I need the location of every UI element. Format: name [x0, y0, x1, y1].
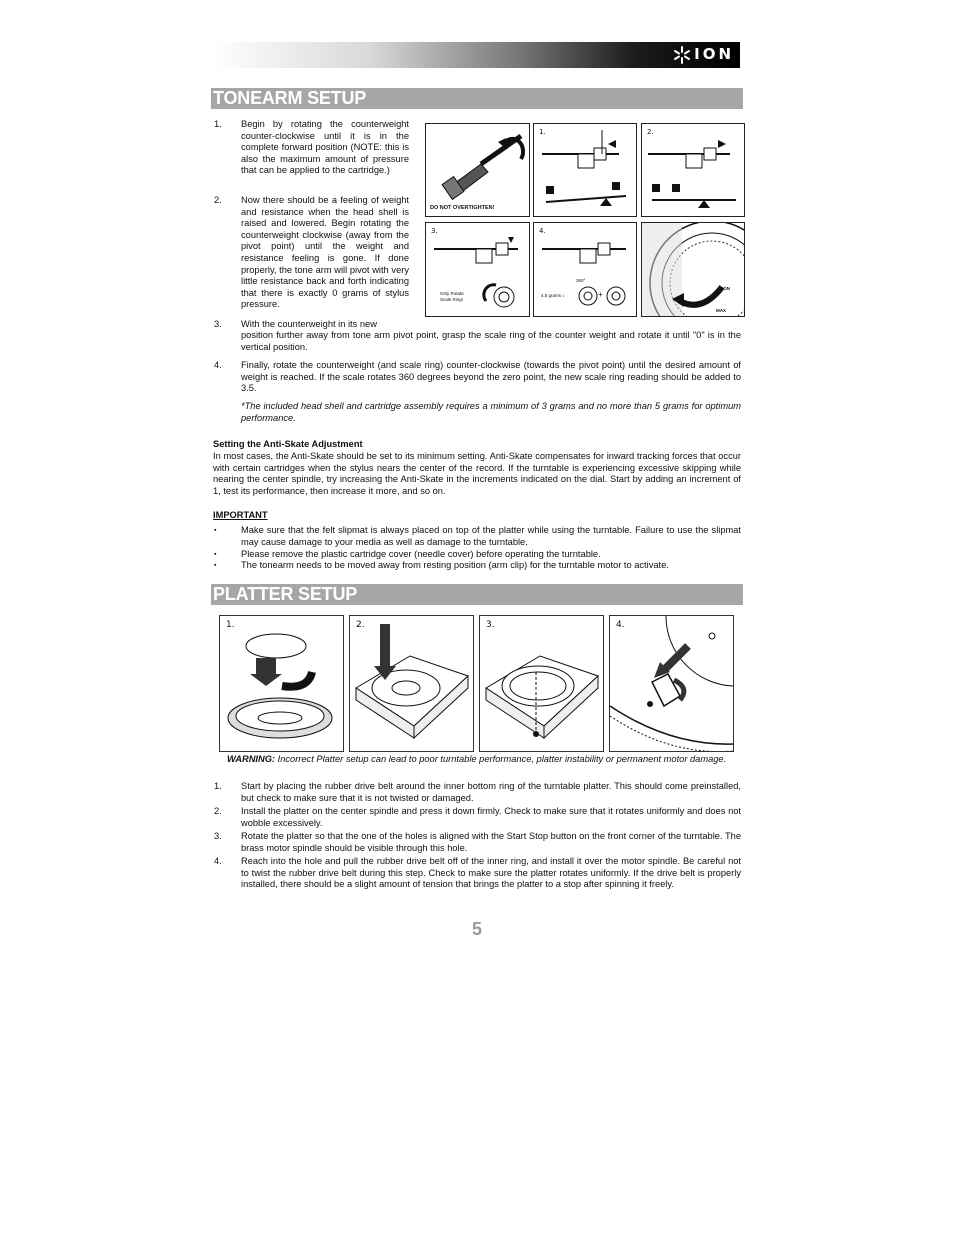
platter-figure-4	[609, 615, 734, 752]
warning-text: Incorrect Platter setup can lead to poor turntable performance, platter instability or permanent motor damage.	[277, 754, 727, 764]
step-number: 1.	[214, 119, 222, 129]
tonearm-step-3-start: With the counterweight in its new	[241, 319, 377, 329]
warning-line	[227, 754, 747, 766]
antiskate-heading: Setting the Anti-Skate Adjustment	[213, 439, 363, 449]
platter-step-4: Reach into the hole and pull the rubber drive belt off of the inner ring, and install it over the motor spindle. Be careful not to twist the rubber drive belt during this step. Check to make sure the platter rotates uniformly. If the drive belt is properly installed, there should be a slight amount of tension that brings the platter to a stop after spinning it freely.	[241, 856, 741, 890]
step-number: 4.	[214, 360, 222, 370]
platter-step-3: Rotate the platter so that the one of the holes is aligned with the Start Stop button on the front corner of the turntable. The brass motor spindle should be visible through this hole.	[241, 831, 741, 853]
figure-step-4	[533, 222, 637, 317]
degree-label: 360°	[576, 278, 586, 283]
antiskate-body: In most cases, the Anti-Skate should be set to its minimum setting. Anti-Skate compensates for inward tracking forces that occur with certain cartridges when the stylus nears the center of the record. If the turntable is experiencing excessive skipping while nearing the center spindle, try increasing the Anti-Skate in the increments indicated on the dial. Start by adding an increment of 1, test its performance, then increase it more, and so on.	[213, 451, 741, 496]
ion-logo	[673, 44, 734, 66]
platter-align-illustration	[480, 616, 603, 751]
important-item: Please remove the plastic cartridge cover (needle cover) before operating the turntable.	[241, 549, 601, 559]
tonearm-step-4: Finally, rotate the counterweight (and scale ring) counter-clockwise (towards the pivot point) until the desired amount of weight is reached. If the scale rotates 360 degrees beyond the zero point, the new scale ring reading should be added to 3.5.	[241, 360, 741, 394]
grams-label: 4.5 grams =	[541, 293, 565, 298]
header-bar	[212, 42, 740, 68]
step-number: 2.	[214, 806, 222, 816]
platter-install-illustration	[350, 616, 473, 751]
belt-install-illustration	[220, 616, 343, 751]
max-label: MAX	[716, 308, 726, 313]
tonearm-note: *The included head shell and cartridge assembly requires a minimum of 3 grams and no more than 5 grams for optimum performance.	[241, 401, 741, 423]
platter-figure-2	[349, 615, 474, 752]
step-number: 1.	[214, 781, 222, 791]
important-item: The tonearm needs to be moved away from resting position (arm clip) for the turntable motor to activate.	[241, 560, 669, 570]
step-number: 3.	[214, 319, 222, 329]
plus-label: +	[598, 290, 603, 299]
platter-section-title: PLATTER SETUP	[211, 584, 743, 605]
step-number: 2.	[214, 195, 222, 205]
step-number: 4.	[214, 856, 222, 866]
ion-star-icon	[673, 46, 691, 64]
tonearm-step-1: Begin by rotating the counterweight counter-clockwise until it is in the complete forward position (NOTE: this is also the maximum amount of pressure that can be applied to the cartridge.)	[241, 119, 409, 176]
do-not-overtighten-label: DO NOT OVERTIGHTEN!	[430, 205, 495, 211]
figure-number: 4.	[616, 620, 625, 630]
only-rotate-label: Only Rotate Scale Ring!	[440, 291, 464, 302]
tonearm-step-2: Now there should be a feeling of weight and resistance when the head shell is raised and lowered. Begin rotating the counterweight clockwise (away from the pivot point) until the weight and resistance feeling is gone. If done properly, the tone arm will pivot with very little resistance back and forth indicating that there is exactly 0 grams of stylus pressure.	[241, 195, 409, 310]
figure-number: 1.	[226, 620, 235, 630]
figure-step-1	[533, 123, 637, 217]
step-number: 3.	[214, 831, 222, 841]
platter-step-1: Start by placing the rubber drive belt around the inner bottom ring of the turntable platter. This should come preinstalled, but check to make sure that it is not twisted or damaged.	[241, 781, 741, 803]
important-heading: IMPORTANT	[213, 510, 268, 520]
bullet-marker: ▪	[214, 562, 217, 569]
figure-step-2	[641, 123, 745, 217]
figure-number: 2.	[356, 620, 365, 630]
platter-step-2: Install the platter on the center spindle and press it down firmly. Check to make sure that it rotates uniformly and does not wobble excessively.	[241, 806, 741, 828]
tonearm-weight-illustration	[534, 223, 636, 316]
warning-label: WARNING:	[227, 754, 276, 764]
figure-number: 2.	[647, 128, 654, 136]
belt-spindle-illustration	[610, 616, 733, 751]
non-label: NON	[720, 286, 730, 291]
figure-headshell	[425, 123, 530, 217]
tonearm-balance-illustration	[534, 124, 636, 216]
bullet-marker: ▪	[214, 551, 217, 558]
platter-figure-3	[479, 615, 604, 752]
figure-step-3	[425, 222, 530, 317]
important-item: Make sure that the felt slipmat is always placed on top of the platter while using the turntable. Failure to use the slipmat may cause damage to your media as well as damage to the turntable.	[241, 525, 741, 547]
antiskate-dial-illustration	[642, 223, 744, 316]
page-number: 5	[471, 919, 482, 939]
figure-antiskate-dial	[641, 222, 745, 317]
tonearm-step-3-rest: position further away from tone arm pivot point, grasp the scale ring of the counter weight and rotate it until "0" is in the vertical position.	[241, 330, 741, 352]
headshell-illustration	[426, 124, 529, 216]
figure-number: 1.	[539, 128, 546, 136]
figure-number: 4.	[539, 227, 546, 235]
figure-number: 3.	[486, 620, 495, 630]
figure-number: 3.	[431, 227, 438, 235]
tonearm-zero-illustration	[426, 223, 529, 316]
logo-text: ION	[694, 45, 734, 64]
bullet-marker: ▪	[214, 527, 217, 534]
tonearm-section-title: TONEARM SETUP	[211, 88, 743, 109]
platter-figure-1	[219, 615, 344, 752]
tonearm-balance-illustration	[642, 124, 744, 216]
